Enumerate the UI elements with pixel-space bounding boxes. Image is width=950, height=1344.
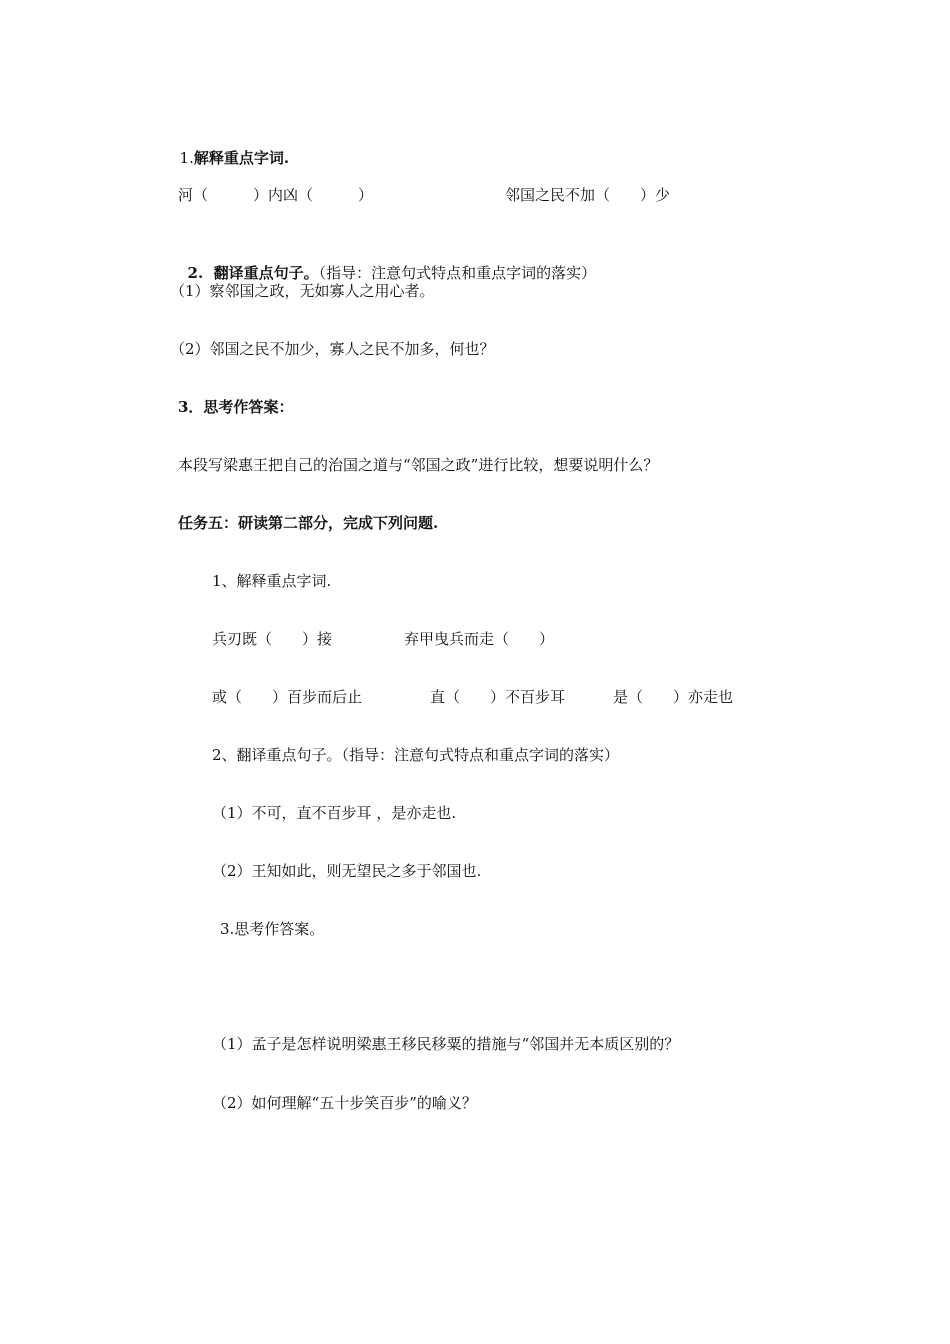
- part1-heading-number: 1.: [179, 149, 194, 167]
- task5-sentence-1: （1）不可，直不百步耳 ，是亦走也.: [212, 804, 457, 822]
- task5-vocab-row2-c: 是（ ）亦走也: [613, 688, 734, 706]
- task5-item-3: 3.思考作答案。: [220, 920, 325, 938]
- part1-heading-2: [178, 243, 596, 283]
- task5-item-1: 1、解释重点字词.: [212, 572, 332, 590]
- task5-title: 任务五：研读第二部分，完成下列问题.: [178, 514, 439, 532]
- part1-heading-text: 解释重点字词.: [193, 149, 290, 167]
- task5-question-1: （1）孟子是怎样说明梁惠王移民移粟的措施与“邻国并无本质区别的？: [212, 1035, 680, 1053]
- part1-heading: [170, 128, 289, 168]
- task5-item-2: 2、翻译重点句子。（指导：注意句式特点和重点字词的落实）: [212, 746, 620, 764]
- task5-vocab-row1-b: 弃甲曳兵而走（ ）: [404, 630, 555, 648]
- task5-question-2: （2）如何理解“五十步笑百步”的喻义？: [212, 1094, 477, 1112]
- task5-vocab-row2-a: 或（ ）百步而后止: [212, 688, 363, 706]
- task5-vocab-row1-a: 兵刃既（ ）接: [212, 630, 333, 648]
- part1-question: 本段写梁惠王把自己的治国之道与“邻国之政”进行比较，想要说明什么？: [178, 456, 659, 474]
- part1-heading-2-note: （指导：注意句式特点和重点字词的落实）: [318, 264, 597, 282]
- part1-heading-2-text: 2. 翻译重点句子。: [187, 264, 319, 282]
- part1-vocab-b: 邻国之民不加（ ）少: [505, 186, 671, 204]
- part1-heading-3: 3．思考作答案：: [178, 398, 294, 416]
- part1-sentence-1: （1）察邻国之政，无如寡人之用心者。: [170, 282, 435, 300]
- part1-vocab-a: 河（ ）内凶（ ）: [178, 186, 374, 204]
- part1-sentence-2: （2）邻国之民不加少，寡人之民不加多，何也？: [170, 340, 495, 358]
- task5-vocab-row2-b: 直（ ）不百步耳: [430, 688, 566, 706]
- task5-sentence-2: （2）王知如此，则无望民之多于邻国也.: [212, 862, 482, 880]
